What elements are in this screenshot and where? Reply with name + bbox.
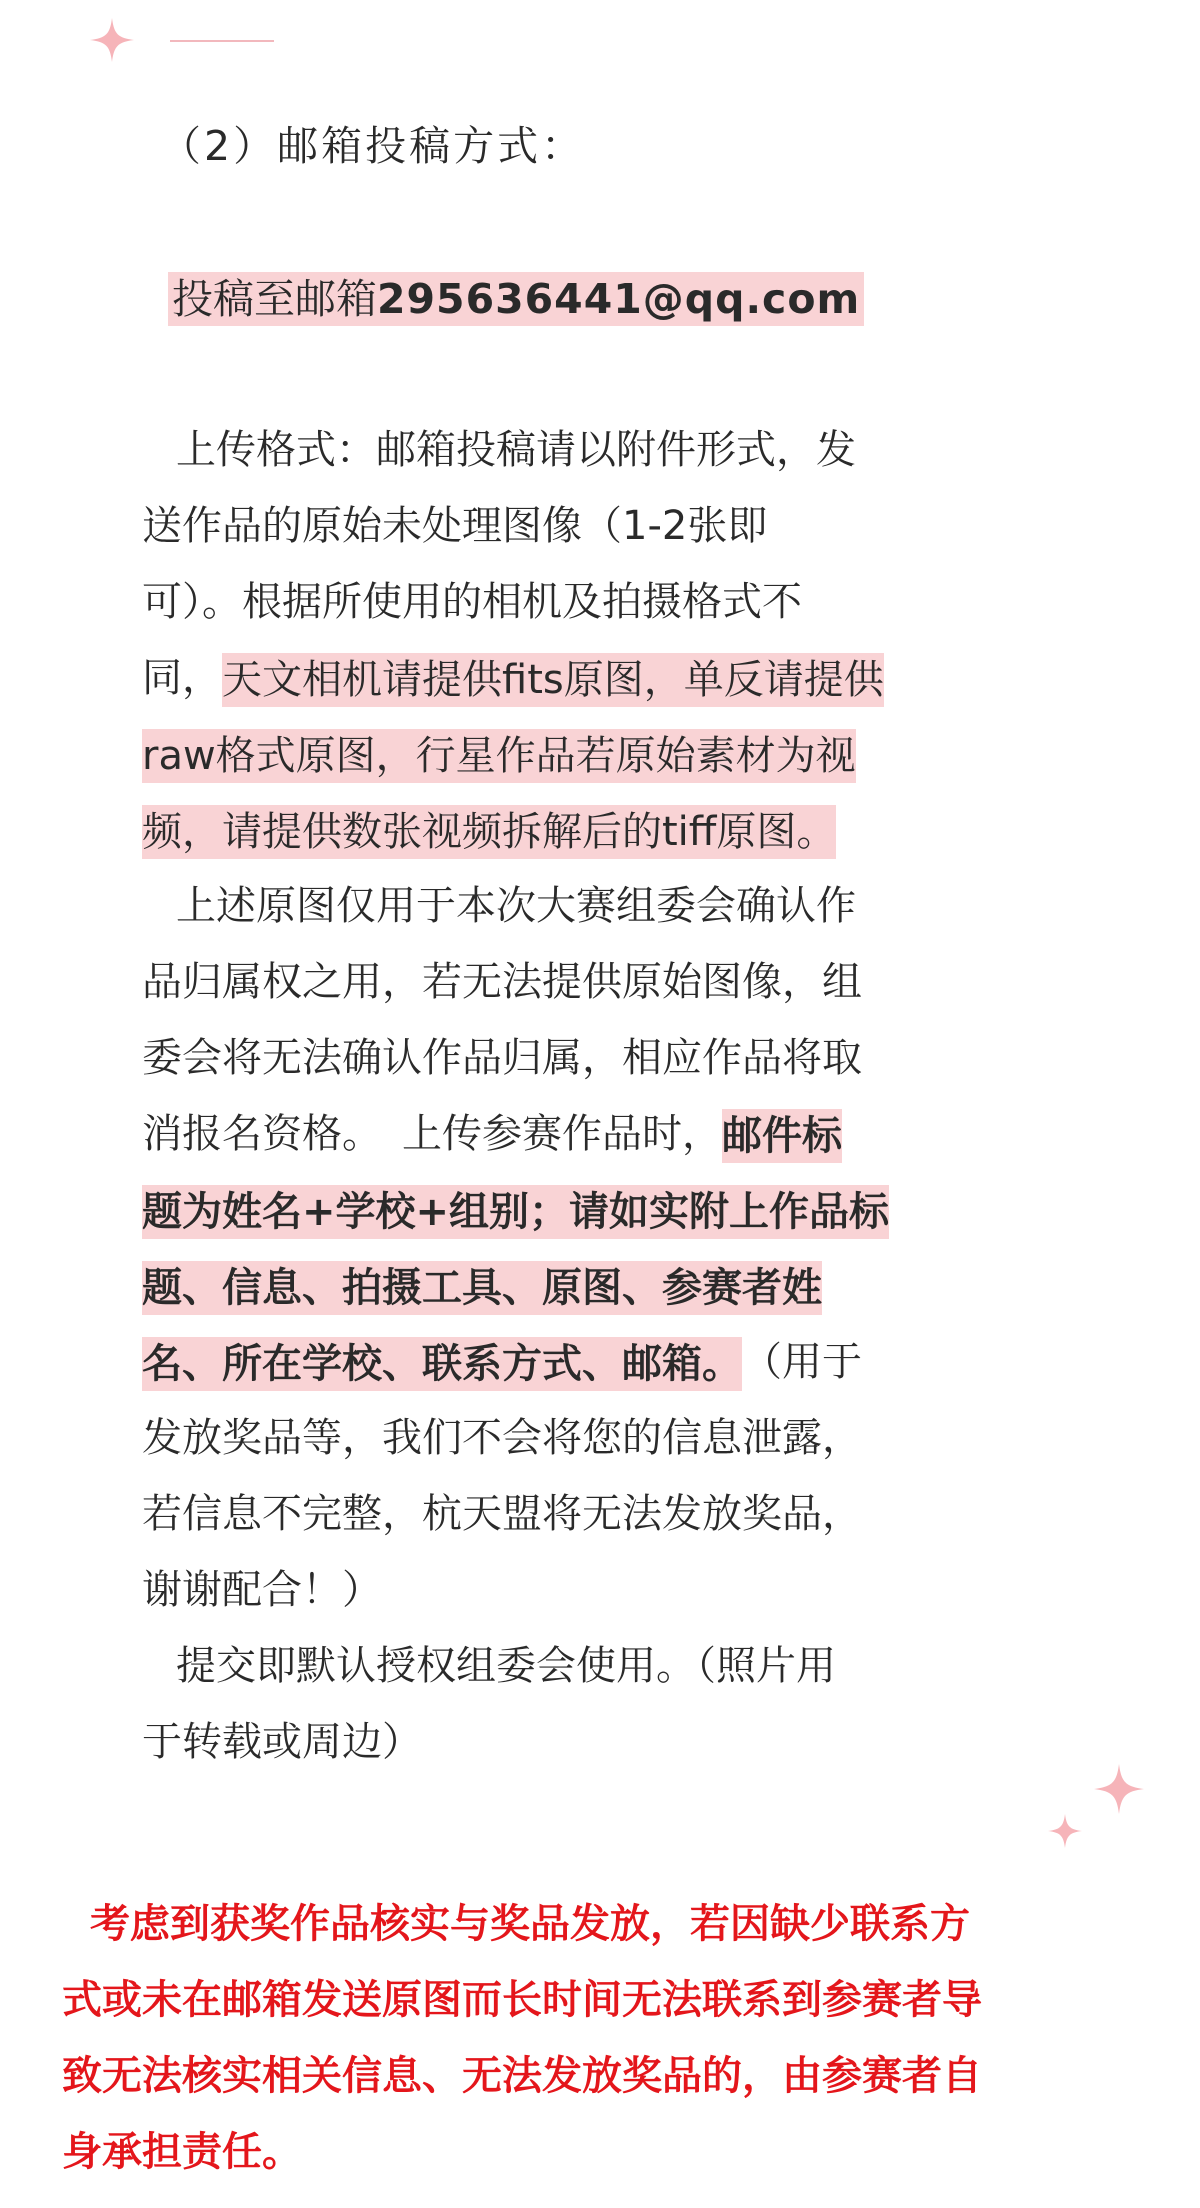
text-line: 提交即默认授权组委会使用。（照片用 bbox=[176, 1643, 836, 1689]
highlighted-bold-text: 名、所在学校、联系方式、邮箱。 bbox=[142, 1337, 742, 1391]
text-line: 若信息不完整，杭天盟将无法发放奖品， bbox=[142, 1491, 862, 1537]
liability-notice bbox=[62, 1886, 1152, 2190]
highlighted-text: 频，请提供数张视频拆解后的tiff原图。 bbox=[142, 805, 836, 859]
notice-line: 考虑到获奖作品核实与奖品发放，若因缺少联系方 bbox=[90, 1901, 970, 1947]
text-line: 发放奖品等，我们不会将您的信息泄露， bbox=[142, 1415, 862, 1461]
sparkle-icon bbox=[90, 18, 134, 62]
notice-line: 身承担责任。 bbox=[62, 2129, 302, 2175]
text-line: 消报名资格。 上传参赛作品时， bbox=[142, 1111, 722, 1157]
highlighted-text: raw格式原图，行星作品若原始素材为视 bbox=[142, 729, 856, 783]
text-line: 同， bbox=[142, 655, 222, 701]
upload-format-paragraph bbox=[142, 412, 1008, 868]
text-line: 可）。根据所使用的相机及拍摄格式不 bbox=[142, 579, 802, 625]
email-address[interactable]: 295636441@qq.com bbox=[377, 275, 861, 323]
text-line: 上述原图仅用于本次大赛组委会确认作 bbox=[176, 883, 856, 929]
highlighted-bold-text: 题为姓名+学校+组别；请如实附上作品标 bbox=[142, 1185, 889, 1239]
highlighted-bold-text: 题、信息、拍摄工具、原图、参赛者姓 bbox=[142, 1261, 822, 1315]
text-line: 委会将无法确认作品归属，相应作品将取 bbox=[142, 1035, 862, 1081]
highlighted-text: 天文相机请提供fits原图，单反请提供 bbox=[222, 653, 884, 707]
text-line: 谢谢配合！） bbox=[142, 1567, 382, 1613]
text-line: 于转载或周边） bbox=[142, 1719, 422, 1765]
notice-line: 式或未在邮箱发送原图而长时间无法联系到参赛者导 bbox=[62, 1977, 982, 2023]
top-divider-line bbox=[170, 40, 274, 42]
notice-line: 致无法核实相关信息、无法发放奖品的，由参赛者自 bbox=[62, 2053, 982, 2099]
authorization-paragraph bbox=[142, 1628, 1008, 1780]
section-heading: （2）邮箱投稿方式： bbox=[160, 122, 586, 170]
text-line: 送作品的原始未处理图像（1-2张即 bbox=[142, 503, 768, 549]
text-line: 上传格式：邮箱投稿请以附件形式，发 bbox=[176, 427, 856, 473]
sparkle-icon bbox=[1048, 1814, 1082, 1848]
ownership-paragraph bbox=[142, 868, 1008, 1628]
highlighted-bold-text: 邮件标 bbox=[722, 1109, 842, 1163]
email-prefix: 投稿至邮箱 bbox=[172, 275, 377, 323]
email-submission-line bbox=[168, 272, 864, 326]
text-line: 品归属权之用，若无法提供原始图像，组 bbox=[142, 959, 862, 1005]
text-line: （用于 bbox=[742, 1339, 862, 1385]
sparkle-icon bbox=[1094, 1764, 1144, 1814]
